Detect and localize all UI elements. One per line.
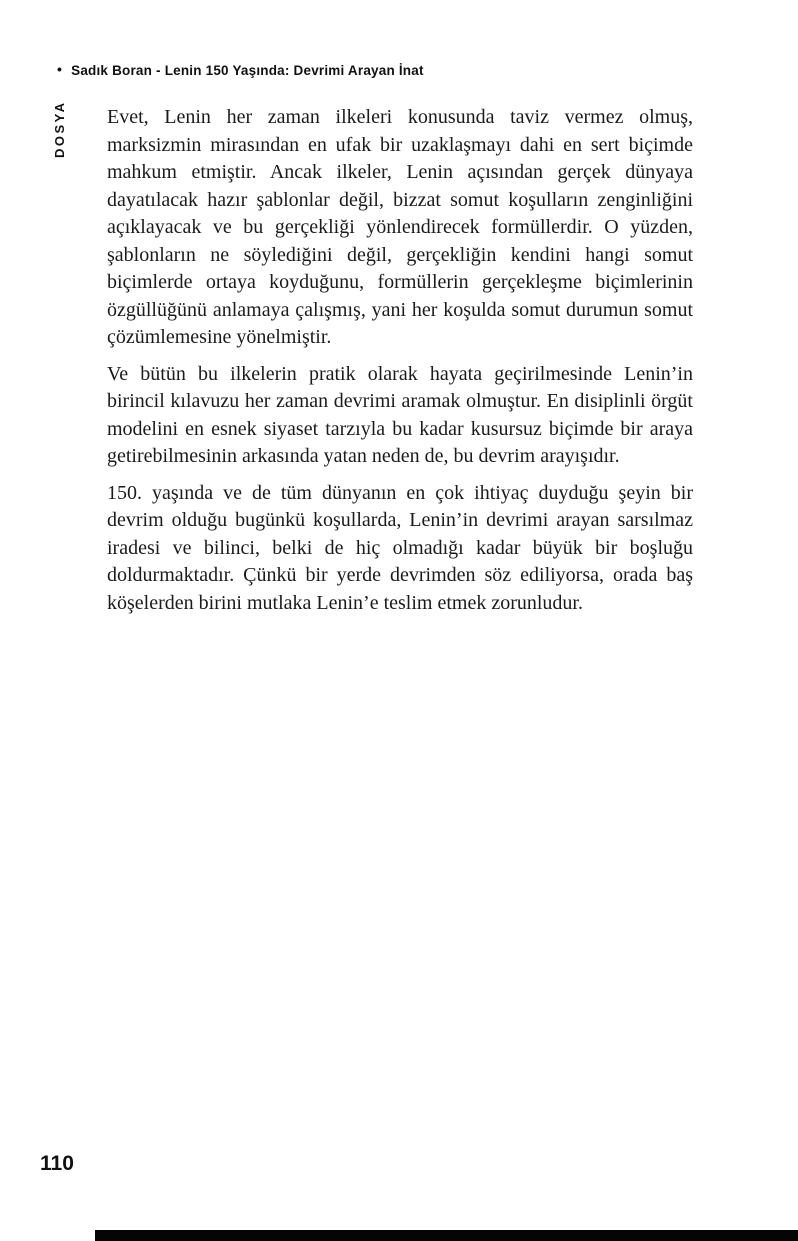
bullet-icon: • xyxy=(57,61,63,77)
page-number: 110 xyxy=(40,1152,74,1175)
header-author: Sadık Boran - xyxy=(71,63,165,78)
header-title: Lenin 150 Yaşında: Devrimi Arayan İnat xyxy=(164,63,424,78)
article-body xyxy=(107,104,693,626)
section-label-vertical: DOSYA xyxy=(52,100,67,158)
page-header xyxy=(57,62,424,78)
paragraph: 150. yaşında ve de tüm dünyanın en çok ihtiyaç duyduğu şeyin bir devrim olduğu bugünkü koşullarda, Lenin’in devrimi arayan sarsılmaz iradesi ve bilinci, belki de hiç olmadığı kadar büyük bir boşluğu doldurmaktadır. Çünkü bir yerde devrimden söz ediliyorsa, orada baş köşelerden birini mutlaka Lenin’e teslim etmek zorunludur. xyxy=(107,481,693,614)
paragraph: Ve bütün bu ilkelerin pratik olarak hayata geçirilmesinde Lenin’in birincil kılavuzu her zaman devrimi aramak olmuştur. En disiplinli örgüt modelini en esnek siyaset tarzıyla bu kadar kusursuz biçimde bir araya getirebilmesinin arkasında yatan neden de, bu devrim arayışıdır. xyxy=(107,362,693,467)
footer-bar xyxy=(95,1230,798,1241)
paragraph: Evet, Lenin her zaman ilkeleri konusunda taviz vermez olmuş, marksizmin mirasından en ufak bir uzaklaşmayı dahi en sert biçimde mahkum etmiştir. Ancak ilkeler, Lenin açısından gerçek dünyaya dayatılacak hazır şablonlar değil, bizzat somut koşulların zenginliğini açıklayacak ve bu gerçekliği yönlendirecek formüllerdir. O yüzden, şablonların ne söylediğini değil, gerçekliğin kendini hangi somut biçimlerde ortaya koyduğunu, formüllerin gerçekleşme biçimlerinin özgüllüğünü anlamaya çalışmış, yani her koşulda somut durumun somut çözümlemesine yönelmiştir. xyxy=(107,106,693,348)
